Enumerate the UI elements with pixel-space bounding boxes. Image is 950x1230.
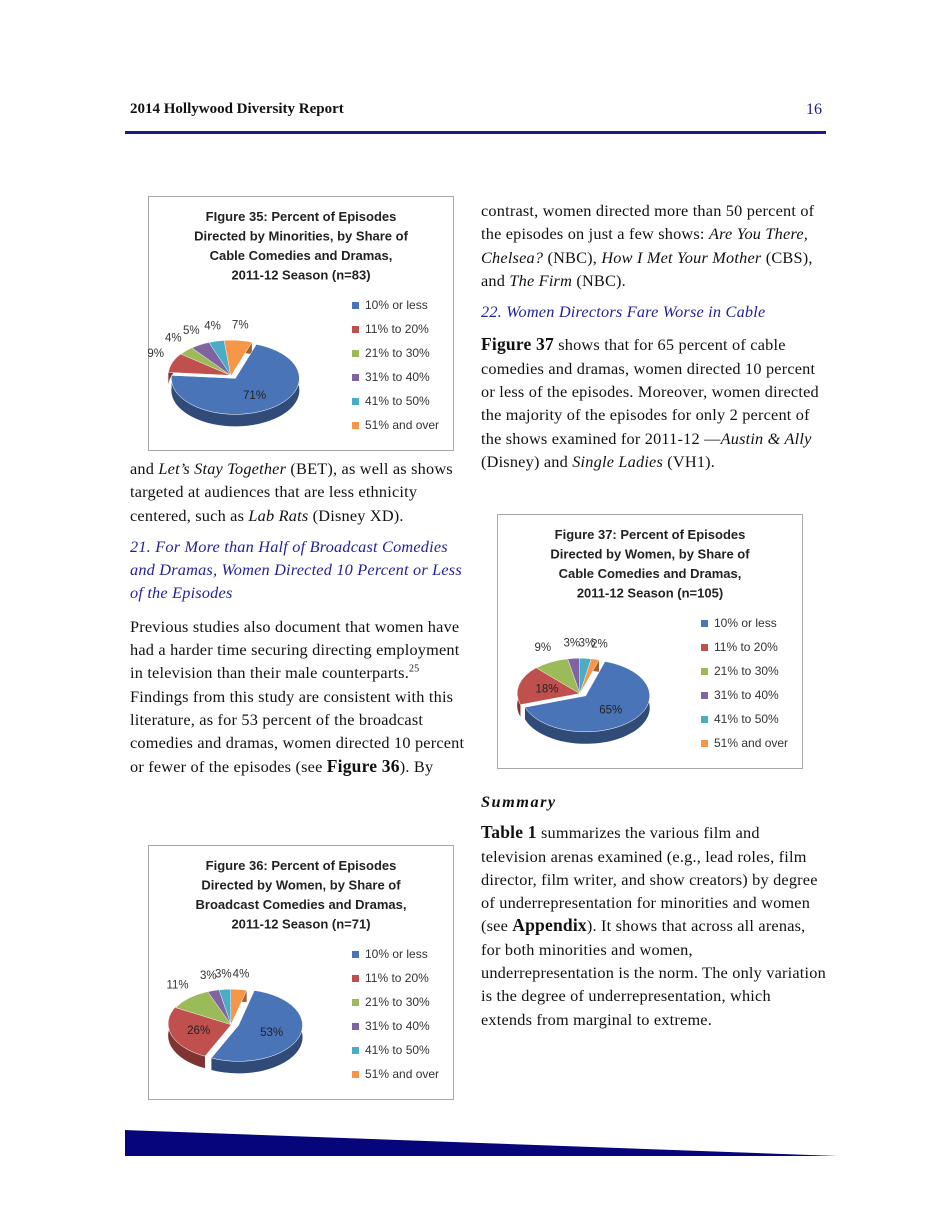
right-column-bottom [481,790,826,1031]
figure-36-data-label: 53% [260,1027,284,1040]
figure-36-legend-label: 11% to 20% [365,971,429,985]
figure-37-legend-label: 21% to 30% [714,664,779,678]
figure-36-legend-label: 21% to 30% [365,995,430,1009]
figure-35-legend-swatch [352,350,359,357]
header-rule [125,131,826,134]
figure-35-legend-label: 11% to 20% [365,322,429,336]
figure-37-data-label: 9% [534,642,552,655]
figure-36-legend-swatch [352,975,359,982]
figure-36-legend-swatch [352,1071,359,1078]
figure-35-title-line: 2011-12 Season (n=83) [231,267,371,283]
figure-37-legend-swatch [701,740,708,747]
figure-37-data-label: 3% [578,637,596,650]
figure-35-data-label: 4% [204,320,221,333]
figure-35-legend-swatch [352,326,359,333]
figure-35-data-label: 71% [243,389,267,402]
figure-36-chart [149,846,453,1099]
page-number: 16 [806,101,822,118]
figure-37-title-line: Figure 37: Percent of Episodes [554,527,746,542]
appendix-reference: Appendix [512,915,587,936]
figure-36-legend-label: 10% or less [365,947,428,961]
figure-36 [148,845,454,1100]
figure-37-legend-swatch [701,668,708,675]
figure-36-title-line: Broadcast Comedies and Dramas, [195,897,407,912]
figure-35-legend-swatch [352,374,359,381]
footnote-marker[interactable]: 25 [408,663,420,675]
figure-37-data-label: 2% [591,638,608,651]
right-paragraph-3: Table 1 summarizes the various film and television arenas examined (e.g., lead roles, film director, film writer, and show creators) by degree of underrepresentation for minorities and women (see Appendix). It shows that across all arenas, for both minorities and women, underrepresentation is the norm. The only variation is the degree of underrepresentation, which extends from marginal to extreme. [481,822,826,1029]
right-paragraph-1: contrast, women directed more than 50 percent of the episodes on just a few shows: Are You There, Chelsea? (NBC), How I Met Your Mother (CBS), and The Firm (NBC). [481,201,815,290]
report-title: 2014 Hollywood Diversity Report [130,101,344,117]
figure-36-legend-label: 41% to 50% [365,1043,430,1057]
figure-35-data-label: 9% [147,347,164,360]
section-heading-22: 22. Women Directors Fare Worse in Cable [481,302,766,322]
figure-37-legend-swatch [701,620,708,627]
figure-37-legend-label: 31% to 40% [714,688,779,702]
figure-37-legend-label: 11% to 20% [714,640,778,654]
figure-36-legend-swatch [352,951,359,958]
right-paragraph-2: Figure 37 shows that for 65 percent of cable comedies and dramas, women directed 10 percent or less of the episodes. Moreover, women directed the majority of the episodes for only 2 percent of the shows examined for 2011-12 —Austin & Ally (Disney) and Single Ladies (VH1). [481,334,819,471]
figure-35-legend-swatch [352,398,359,405]
figure-36-title-line: Figure 36: Percent of Episodes [205,858,397,873]
figure-36-legend-swatch [352,1023,359,1030]
figure-37-data-label: 3% [563,637,581,650]
figure-37-data-label: 18% [535,683,559,696]
table-1-reference: Table 1 [481,822,537,843]
figure-35-title-line: FIgure 35: Percent of Episodes [205,209,397,224]
figure-36-data-label: 3% [200,969,217,982]
figure-37-legend-label: 10% or less [714,616,777,630]
figure-36-reference: Figure 36 [326,755,400,776]
right-column-top [481,199,826,473]
figure-35-data-label: 4% [164,332,182,345]
figure-37-title-line: Directed by Women, by Share of [550,546,750,562]
figure-35-legend-swatch [352,422,359,429]
figure-36-data-label: 11% [166,979,189,992]
figure-35-title-line: Cable Comedies and Dramas, [209,248,393,263]
figure-35-data-label: 5% [183,324,200,337]
summary-heading: Summary [481,792,557,811]
figure-36-legend-swatch [352,1047,359,1054]
footer-bar [125,1130,840,1158]
figure-35-data-label: 7% [231,319,249,332]
figure-36-title-line: Directed by Women, by Share of [201,877,401,893]
figure-36-title-line: 2011-12 Season (n=71) [231,916,371,932]
figure-37-legend-label: 41% to 50% [714,712,779,726]
figure-37-chart [498,515,802,768]
left-paragraph-1: and Let’s Stay Together (BET), as well as shows targeted at audiences that are less ethnicity centered, such as Lab Rats (Disney XD). [130,459,453,525]
figure-35-legend-label: 31% to 40% [365,370,430,384]
figure-37-legend-swatch [701,692,708,699]
figure-35-legend-label: 51% and over [365,418,440,432]
figure-35-title-line: Directed by Minorities, by Share of [194,228,408,244]
figure-36-data-label: 3% [214,968,232,981]
figure-37-title-line: 2011-12 Season (n=105) [576,585,724,601]
figure-36-legend-label: 31% to 40% [365,1019,430,1033]
figure-37-legend-swatch [701,644,708,651]
figure-35 [148,196,454,451]
figure-35-legend-label: 21% to 30% [365,346,430,360]
left-column [130,457,470,778]
left-paragraph-2: Previous studies also document that women have had a harder time securing directing employment in television than their male counterparts.$^{25}$ Findings from this study are consistent with this literature, as for 53 percent of the broadcast comedies and dramas, women directed 10 percent or fewer of the episodes (see Figure 36). By [130,616,465,776]
figure-35-legend-label: 10% or less [365,298,428,312]
section-heading-21: 21. For More than Half of Broadcast Comedies and Dramas, Women Directed 10 Percent or Less of the Episodes [130,536,462,603]
figure-37 [497,514,803,769]
figure-37-reference: Figure 37 [481,334,554,355]
figure-36-data-label: 26% [187,1024,211,1037]
figure-35-legend-label: 41% to 50% [365,394,430,408]
figure-37-legend-swatch [701,716,708,723]
footer-wedge [125,1130,837,1156]
figure-36-legend-label: 51% and over [365,1067,440,1081]
figure-37-data-label: 65% [599,704,623,717]
figure-36-legend-swatch [352,999,359,1006]
figure-35-legend-swatch [352,302,359,309]
figure-36-data-label: 4% [232,968,250,981]
figure-37-title-line: Cable Comedies and Dramas, [558,566,742,581]
figure-37-legend-label: 51% and over [714,736,789,750]
figure-35-chart [149,197,453,450]
